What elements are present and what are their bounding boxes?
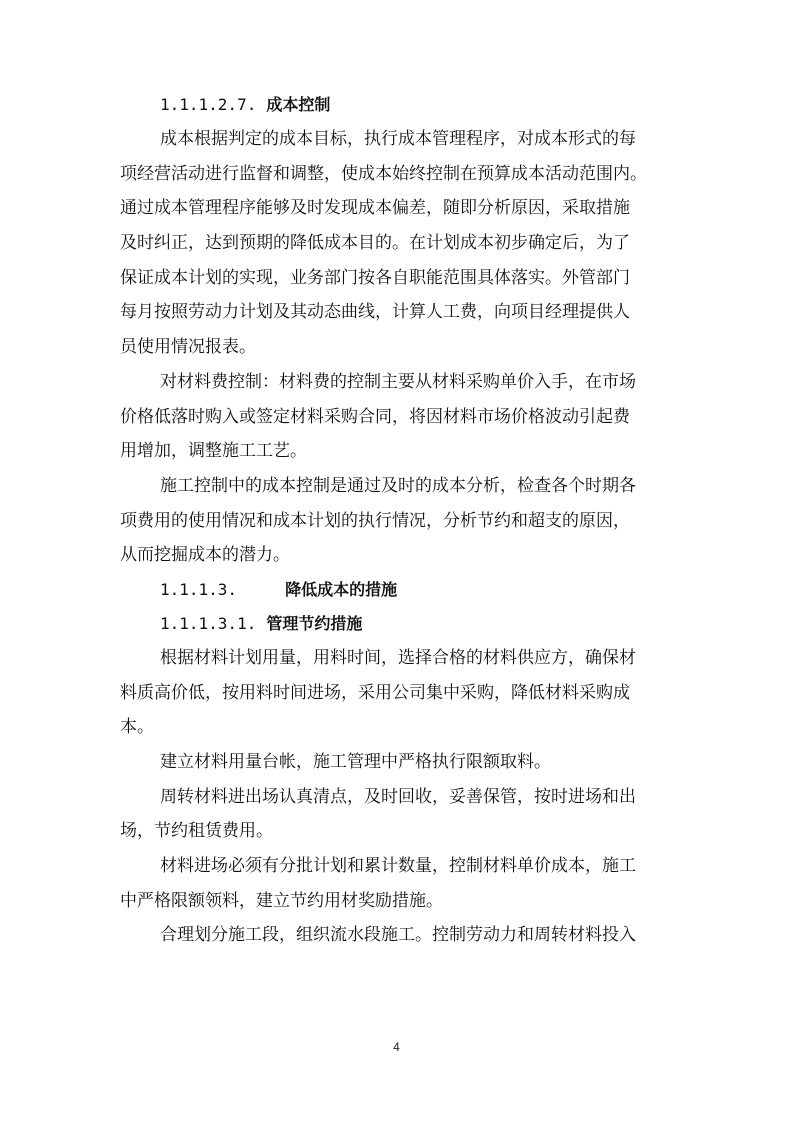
section-number: 1.1.1.3. [160,579,238,599]
paragraph [120,365,680,469]
paragraph-line: 建立材料用量台帐，施工管理中严格执行限额取料。 [160,752,551,772]
paragraph-line: 及时纠正，达到预期的降低成本目的。在计划成本初步确定后，为了 [120,233,630,254]
paragraph-line: 合理划分施工段，组织流水段施工。控制劳动力和周转材料投入 [160,925,636,946]
section-title: 降低成本的措施 [285,579,398,599]
section-heading [120,607,680,641]
paragraph-line: 项经营活动进行监督和调整，使成本始终控制在预算成本活动范围内。 [120,163,647,184]
paragraph-line: 本。 [120,717,154,738]
paragraph-line: 从而挖掘成本的潜力。 [120,545,290,566]
paragraph-line: 中严格限额领料，建立节约用材奖励措施。 [120,890,443,911]
paragraph-line: 施工控制中的成本控制是通过及时的成本分析，检查各个时期各 [160,475,636,496]
paragraph-line: 员使用情况报表。 [120,337,256,358]
paragraph-line: 价格低落时购入或签定材料采购合同，将因材料市场价格波动引起费 [120,406,630,427]
paragraph [120,469,680,573]
section-number: 1.1.1.2.7. [160,95,257,114]
section-title: 成本控制 [266,95,331,114]
paragraph-line: 保证成本计划的实现，业务部门按各自职能范围具体落实。外管部门 [120,267,630,288]
paragraph-line: 项费用的使用情况和成本计划的执行情况，分析节约和超支的原因， [120,510,630,531]
page-number: 4 [393,1040,400,1054]
section-heading [120,573,680,607]
section-heading [120,88,680,122]
paragraph [120,641,680,745]
paragraph [120,918,680,953]
paragraph-line: 用增加，调整施工工艺。 [120,441,307,462]
section-title: 管理节约措施 [266,613,363,633]
paragraph-line: 材料进场必须有分批计划和累计数量，控制材料单价成本，施工 [160,856,636,877]
paragraph [120,849,680,918]
paragraph-line: 周转材料进出场认真清点，及时回收，妥善保管，按时进场和出 [160,786,636,807]
paragraph [120,780,680,849]
paragraph-line: 成本根据判定的成本目标，执行成本管理程序，对成本形式的每 [160,129,636,149]
paragraph-line: 每月按照劳动力计划及其动态曲线，计算人工费，向项目经理提供人 [120,302,630,323]
paragraph-line: 通过成本管理程序能够及时发现成本偏差，随即分析原因，采取措施 [120,198,630,219]
paragraph-line: 料质高价低，按用料时间进场，采用公司集中采购，降低材料采购成 [120,682,630,703]
paragraph-line: 对材料费控制：材料费的控制主要从材料采购单价入手，在市场 [160,371,636,392]
section-number: 1.1.1.3.1. [160,613,257,633]
document-body [120,88,680,953]
paragraph-line: 根据材料计划用量，用料时间，选择合格的材料供应方，确保材 [160,647,636,668]
paragraph-line: 场，节约租赁费用。 [120,821,273,842]
paragraph [120,122,680,365]
paragraph [120,745,680,780]
